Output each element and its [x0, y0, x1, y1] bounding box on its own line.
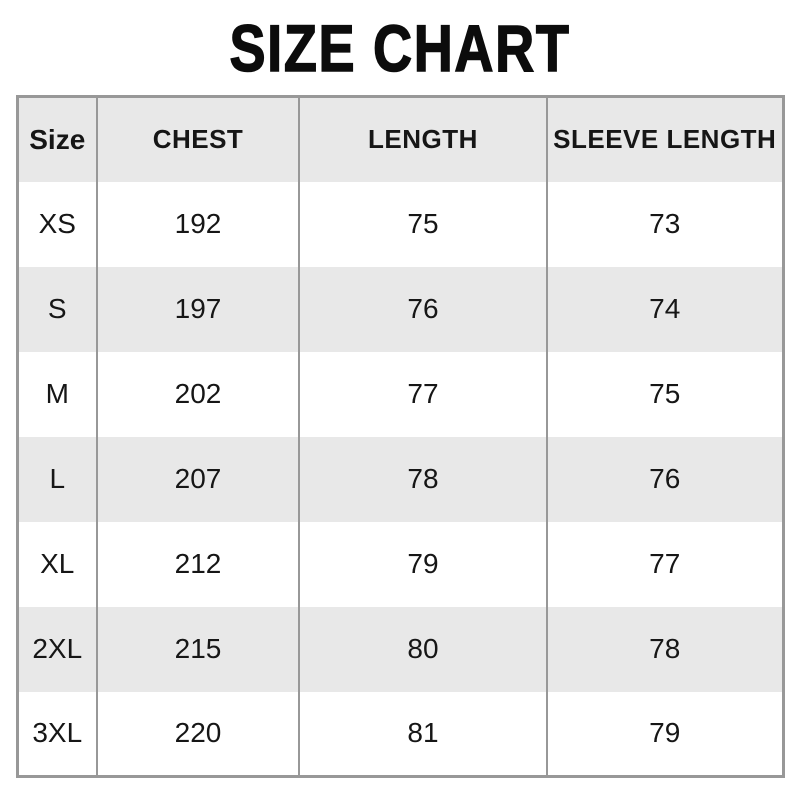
- size-cell: 3XL: [32, 717, 83, 749]
- sleeve-length-cell: 77: [547, 522, 783, 607]
- table-row-m: [17, 352, 783, 437]
- table-row-xl: [17, 522, 783, 607]
- table-row-l: [17, 437, 783, 522]
- table-row-3xl: [17, 692, 783, 777]
- header-size: Size: [29, 123, 86, 155]
- page-title-text: SIZE CHART: [229, 11, 571, 85]
- sleeve-length-cell: 73: [547, 182, 783, 267]
- length-cell: 75: [299, 182, 547, 267]
- sleeve-length-cell: 76: [547, 437, 783, 522]
- header-length: LENGTH: [299, 97, 547, 182]
- length-cell: 79: [299, 522, 547, 607]
- length-cell: 76: [299, 267, 547, 352]
- sleeve-length-cell: 74: [547, 267, 783, 352]
- table-row-2xl: [17, 607, 783, 692]
- chest-cell: 212: [97, 522, 299, 607]
- chest-cell: 192: [97, 182, 299, 267]
- sleeve-length-cell: 78: [547, 607, 783, 692]
- header-chest: CHEST: [97, 97, 299, 182]
- size-cell: XS: [38, 208, 76, 239]
- table-row-xs: [17, 182, 783, 267]
- size-cell: M: [45, 378, 69, 409]
- length-cell: 78: [299, 437, 547, 522]
- sleeve-length-cell: 79: [547, 692, 783, 777]
- size-chart-table: [16, 95, 785, 778]
- table-row-s: [17, 267, 783, 352]
- length-cell: 77: [299, 352, 547, 437]
- chest-cell: 197: [97, 267, 299, 352]
- size-cell: 2XL: [32, 633, 83, 664]
- size-cell: S: [47, 293, 67, 324]
- length-cell: 80: [299, 607, 547, 692]
- chest-cell: 220: [97, 692, 299, 777]
- page-title: [0, 10, 800, 86]
- header-sleeve-length: SLEEVE LENGTH: [547, 97, 783, 182]
- length-cell: 81: [299, 692, 547, 777]
- header-row: [17, 97, 783, 182]
- size-cell: L: [49, 463, 66, 494]
- sleeve-length-cell: 75: [547, 352, 783, 437]
- chest-cell: 215: [97, 607, 299, 692]
- chest-cell: 202: [97, 352, 299, 437]
- chest-cell: 207: [97, 437, 299, 522]
- size-cell: XL: [40, 548, 75, 579]
